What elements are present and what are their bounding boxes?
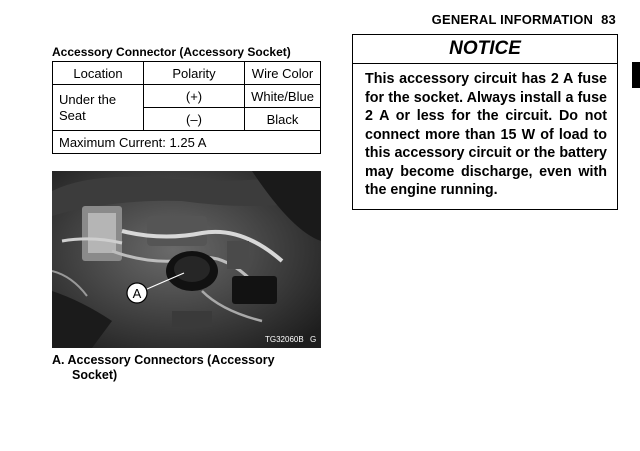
caption-line-2: Socket) [72,368,118,382]
polarity-cell: (+) [144,85,245,108]
figure-code: TG32060B [265,335,304,344]
notice-text: This accessory circuit has 2 A fuse for the socket. Always install a fuse 2 A or less for the circuit. Do not connect more than 15 W of load to this accessory circuit or the battery may become discharge, even with the engine running. [365,71,607,198]
location-cell: Under the Seat [53,85,144,131]
column-header-wire-color: Wire Color [245,62,321,85]
table-header-row [53,62,321,85]
section-title: GENERAL INFORMATION [431,12,594,27]
column-header-location: Location [53,62,144,85]
max-current-cell: Maximum Current: 1.25 A [53,131,321,154]
figure-suffix: G [310,335,317,344]
table-row [53,131,321,154]
notice-box [352,34,618,210]
page-header [432,12,616,27]
accessory-connector-photo [52,171,321,348]
table-title: Accessory Connector (Accessory Socket) [52,45,291,59]
notice-title: NOTICE [353,35,617,64]
page-number: 83 [601,12,616,27]
callout-label: A [132,286,142,301]
polarity-cell: (–) [144,108,245,131]
section-tab-marker [632,62,640,88]
connector-spec-table [52,61,321,154]
caption-line-1: A. Accessory Connectors (Accessory [52,353,275,367]
table-row [53,85,321,108]
column-header-polarity: Polarity [144,62,245,85]
wire-color-cell: Black [245,108,321,131]
wire-color-cell: White/Blue [245,85,321,108]
figure-caption [52,353,322,383]
